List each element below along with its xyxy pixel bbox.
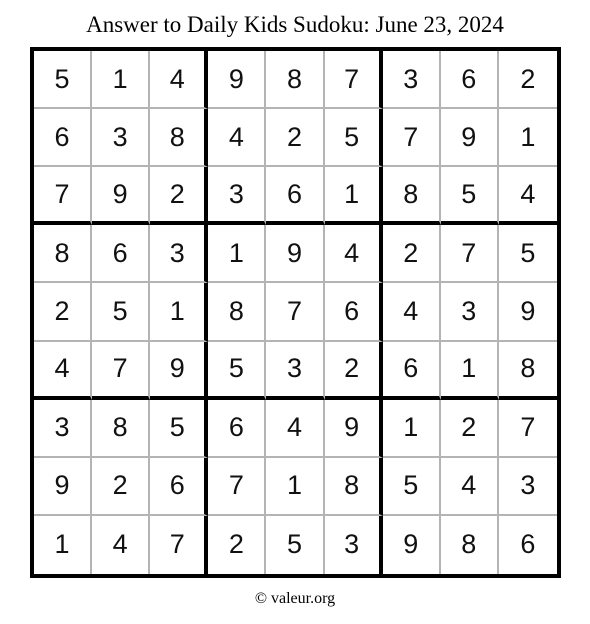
sudoku-cell-r7-c2: 8	[92, 400, 150, 458]
sudoku-cell-r8-c2: 2	[92, 458, 150, 516]
sudoku-cell-r5-c5: 7	[266, 283, 324, 341]
sudoku-cell-r4-c2: 6	[92, 225, 150, 283]
sudoku-cell-r1-c1: 5	[34, 51, 92, 109]
sudoku-cell-r6-c6: 2	[325, 342, 383, 400]
sudoku-cell-r6-c1: 4	[34, 342, 92, 400]
sudoku-cell-r1-c7: 3	[383, 51, 441, 109]
sudoku-cell-r6-c5: 3	[266, 342, 324, 400]
sudoku-cell-r4-c9: 5	[499, 225, 557, 283]
sudoku-cell-r8-c8: 4	[441, 458, 499, 516]
sudoku-cell-r6-c8: 1	[441, 342, 499, 400]
sudoku-cell-r8-c1: 9	[34, 458, 92, 516]
copyright-footer[interactable]: © valeur.org	[254, 590, 336, 607]
sudoku-cell-r1-c8: 6	[441, 51, 499, 109]
sudoku-cell-r9-c1: 1	[34, 516, 92, 574]
sudoku-cell-r5-c3: 1	[150, 283, 208, 341]
sudoku-cell-r4-c7: 2	[383, 225, 441, 283]
sudoku-cell-r2-c7: 7	[383, 109, 441, 167]
sudoku-cell-r9-c9: 6	[520, 529, 536, 560]
sudoku-cell-r3-c6: 1	[325, 167, 383, 225]
sudoku-cell-r3-c5: 6	[266, 167, 324, 225]
sudoku-cell-r3-c7: 8	[383, 167, 441, 225]
sudoku-cell-r9-c7: 9	[383, 516, 441, 574]
sudoku-cell-r3-c1: 7	[34, 167, 92, 225]
sudoku-cell-r2-c1: 6	[34, 109, 92, 167]
sudoku-cell-r2-c9: 1	[499, 109, 557, 167]
sudoku-cell-r6-c9: 8	[499, 342, 557, 400]
sudoku-cell-r8-c6: 8	[325, 458, 383, 516]
sudoku-cell-r7-c3: 5	[150, 400, 208, 458]
sudoku-cell-r5-c4: 8	[208, 283, 266, 341]
sudoku-cell-r7-c6: 9	[325, 400, 383, 458]
sudoku-cell-r6-c2: 7	[92, 342, 150, 400]
page-title: Answer to Daily Kids Sudoku: June 23, 2024	[86, 12, 504, 37]
sudoku-cell-r3-c3: 2	[150, 167, 208, 225]
sudoku-cell-r2-c6: 5	[325, 109, 383, 167]
sudoku-cell-r8-c7: 5	[383, 458, 441, 516]
sudoku-cell-r9-c2: 4	[92, 516, 150, 574]
sudoku-cell-r5-c9: 9	[499, 283, 557, 341]
sudoku-cell-r8-c9: 3	[499, 458, 557, 516]
sudoku-cell-r9-c5: 5	[266, 516, 324, 574]
sudoku-cell-r7-c4: 6	[208, 400, 266, 458]
sudoku-cell-r2-c2: 3	[92, 109, 150, 167]
sudoku-cell-r4-c3: 3	[150, 225, 208, 283]
sudoku-cell-r1-c4: 9	[208, 51, 266, 109]
sudoku-cell-r9-c6: 3	[325, 516, 383, 574]
sudoku-board	[30, 47, 561, 578]
sudoku-cell-r5-c1: 2	[34, 283, 92, 341]
sudoku-cell-r3-c2: 9	[92, 167, 150, 225]
sudoku-cell-r7-c1: 3	[34, 400, 92, 458]
sudoku-cell-r2-c4: 4	[208, 109, 266, 167]
sudoku-cell-r5-c2: 5	[92, 283, 150, 341]
sudoku-cell-r3-c9: 4	[499, 167, 557, 225]
sudoku-cell-r3-c4: 3	[208, 167, 266, 225]
sudoku-cell-r5-c7: 4	[383, 283, 441, 341]
sudoku-cell-r9-c4: 2	[208, 516, 266, 574]
sudoku-cell-r2-c5: 2	[266, 109, 324, 167]
sudoku-cell-r8-c5: 1	[266, 458, 324, 516]
sudoku-cell-r6-c4: 5	[208, 342, 266, 400]
sudoku-cell-r1-c3: 4	[150, 51, 208, 109]
sudoku-cell-r4-c4: 1	[208, 225, 266, 283]
sudoku-cell-r1-c2: 1	[92, 51, 150, 109]
sudoku-cell-r8-c4: 7	[208, 458, 266, 516]
sudoku-cell-r2-c3: 8	[150, 109, 208, 167]
sudoku-cell-r4-c8: 7	[441, 225, 499, 283]
sudoku-cell-r6-c3: 9	[150, 342, 208, 400]
sudoku-cell-r2-c8: 9	[441, 109, 499, 167]
sudoku-cell-r8-c3: 6	[150, 458, 208, 516]
sudoku-cell-r9-c3: 7	[150, 516, 208, 574]
sudoku-cell-r5-c6: 6	[325, 283, 383, 341]
sudoku-cell-r3-c8: 5	[441, 167, 499, 225]
sudoku-cell-r7-c9: 7	[499, 400, 557, 458]
sudoku-cell-r1-c6: 7	[325, 51, 383, 109]
sudoku-cell-r5-c8: 3	[441, 283, 499, 341]
sudoku-cell-r7-c5: 4	[266, 400, 324, 458]
sudoku-cell-r7-c8: 2	[441, 400, 499, 458]
sudoku-cell-r4-c5: 9	[266, 225, 324, 283]
sudoku-cell-r7-c7: 1	[383, 400, 441, 458]
sudoku-cell-r4-c1: 8	[34, 225, 92, 283]
sudoku-cell-r1-c5: 8	[266, 51, 324, 109]
sudoku-cell-r1-c9: 2	[499, 51, 557, 109]
sudoku-cell-r9-c8: 8	[441, 516, 499, 574]
sudoku-cell-r4-c6: 4	[325, 225, 383, 283]
sudoku-cell-r6-c7: 6	[383, 342, 441, 400]
